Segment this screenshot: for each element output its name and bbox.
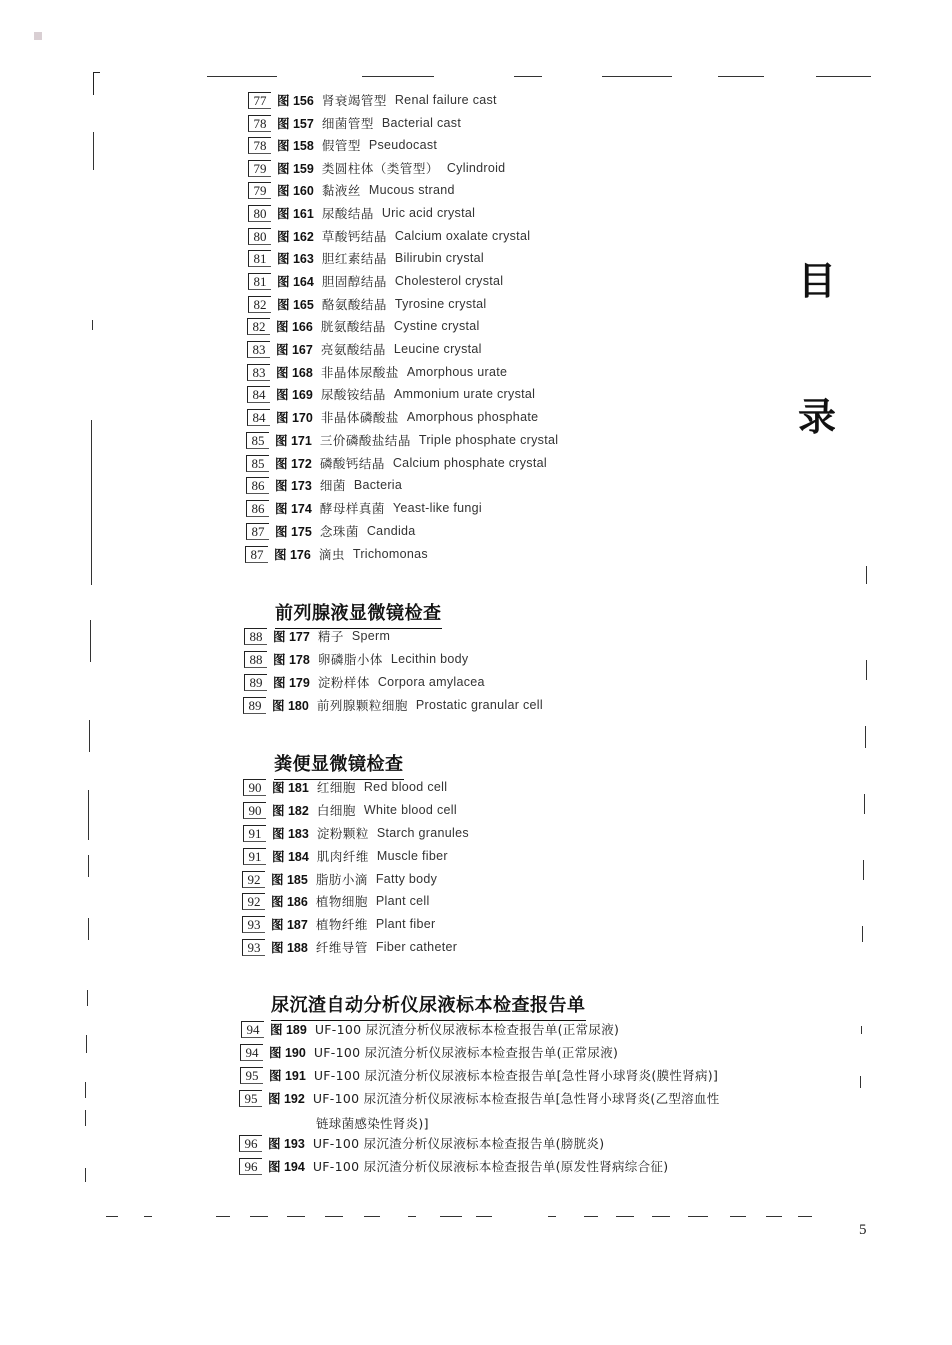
page-ref: 92 — [242, 871, 265, 888]
toc-entry[interactable] — [243, 777, 447, 797]
toc-entry[interactable] — [247, 339, 482, 359]
margin-line — [86, 1035, 87, 1053]
page-ref: 83 — [247, 341, 270, 358]
entry-description-continued: 链球菌感染性肾炎)] — [316, 1116, 429, 1131]
margin-line — [861, 1026, 862, 1034]
figure-number: 图 180 — [272, 699, 309, 713]
figure-number: 图 173 — [275, 479, 312, 493]
toc-entry[interactable] — [239, 1156, 668, 1176]
title-en: Uric acid crystal — [381, 206, 476, 220]
title-en: Corpora amylacea — [377, 675, 485, 689]
figure-number: 图 162 — [277, 230, 314, 244]
title-cn: 酪氨酸结晶 — [321, 297, 387, 312]
toc-entry[interactable] — [248, 203, 475, 223]
margin-line — [85, 1168, 86, 1182]
page-ref: 86 — [246, 500, 269, 517]
figure-number: 图 191 — [269, 1069, 306, 1083]
figure-number: 图 167 — [276, 343, 313, 357]
title-cn: 尿酸铵结晶 — [320, 387, 386, 402]
entry-description: UF-100 尿沉渣分析仪尿液标本检查报告单[急性肾小球肾炎(乙型溶血性 — [312, 1091, 720, 1106]
scan-mark — [34, 32, 42, 40]
toc-entry[interactable] — [246, 453, 547, 473]
figure-number: 图 158 — [277, 139, 314, 153]
margin-line — [860, 1076, 861, 1088]
side-title-char1: 目 — [798, 259, 837, 303]
margin-line — [88, 790, 89, 840]
title-en: Bilirubin crystal — [394, 251, 485, 265]
toc-entry[interactable] — [242, 937, 457, 957]
title-cn: 尿酸结晶 — [321, 206, 374, 221]
section-heading-stool: 粪便显微镜检查 — [274, 750, 404, 780]
title-en: Amorphous urate — [406, 365, 508, 379]
page-ref: 82 — [248, 296, 271, 313]
header-rule — [816, 76, 871, 77]
page-ref: 80 — [248, 205, 271, 222]
figure-number: 图 168 — [276, 366, 313, 380]
figure-number: 图 164 — [277, 275, 314, 289]
title-en: White blood cell — [363, 803, 457, 817]
figure-number: 图 166 — [276, 320, 313, 334]
page-ref: 93 — [242, 939, 265, 956]
title-cn: 植物纤维 — [315, 917, 368, 932]
figure-number: 图 181 — [272, 781, 309, 795]
toc-entry[interactable] — [246, 475, 402, 495]
title-en: Calcium phosphate crystal — [392, 456, 547, 470]
page-ref: 96 — [239, 1135, 262, 1152]
title-en: Starch granules — [376, 826, 469, 840]
figure-number: 图 193 — [268, 1137, 305, 1151]
title-cn: 念珠菌 — [319, 524, 359, 539]
page-ref: 91 — [243, 848, 266, 865]
page-ref: 82 — [247, 318, 270, 335]
title-cn: 假管型 — [321, 138, 361, 153]
toc-entry[interactable] — [243, 823, 469, 843]
title-en: Plant cell — [375, 894, 430, 908]
title-cn: 卵磷脂小体 — [317, 652, 383, 667]
toc-entry[interactable] — [246, 498, 482, 518]
section-heading-prostate: 前列腺液显微镜检查 — [275, 599, 442, 629]
margin-line — [865, 726, 866, 748]
title-en: Candida — [366, 524, 416, 538]
title-en: Amorphous phosphate — [406, 410, 539, 424]
page-ref: 95 — [239, 1090, 262, 1107]
toc-entry[interactable] — [243, 800, 457, 820]
footer-rule — [798, 1216, 812, 1217]
footer-rule — [730, 1216, 746, 1217]
page-ref: 77 — [248, 92, 271, 109]
footer-rule — [476, 1216, 492, 1217]
figure-number: 图 172 — [275, 457, 312, 471]
footer-rule — [440, 1216, 462, 1217]
title-cn: 肾衰竭管型 — [321, 93, 387, 108]
entry-description: UF-100 尿沉渣分析仪尿液标本检查报告单(正常尿液) — [314, 1022, 620, 1037]
page-ref: 79 — [248, 182, 271, 199]
title-en: Bacteria — [353, 478, 403, 492]
figure-number: 图 176 — [274, 548, 311, 562]
figure-number: 图 183 — [272, 827, 309, 841]
entry-description: UF-100 尿沉渣分析仪尿液标本检查报告单(原发性肾病综合征) — [312, 1159, 669, 1174]
toc-entry[interactable] — [248, 135, 437, 155]
page-ref: 80 — [248, 228, 271, 245]
figure-number: 图 192 — [268, 1092, 305, 1106]
footer-rule — [408, 1216, 416, 1217]
footer-rule — [364, 1216, 380, 1217]
title-cn: 亮氨酸结晶 — [320, 342, 386, 357]
figure-number: 图 171 — [275, 434, 312, 448]
title-cn: 黏液丝 — [321, 183, 361, 198]
margin-line — [863, 860, 864, 880]
figure-number: 图 177 — [273, 630, 310, 644]
title-en: Yeast-like fungi — [392, 501, 482, 515]
footer-rule — [250, 1216, 268, 1217]
header-rule — [718, 76, 764, 77]
title-cn: 磷酸钙结晶 — [319, 456, 385, 471]
page-ref: 93 — [242, 916, 265, 933]
toc-entry[interactable] — [242, 869, 437, 889]
title-en: Ammonium urate crystal — [393, 387, 536, 401]
toc-entry[interactable] — [248, 90, 497, 110]
side-title-char2: 录 — [798, 395, 837, 439]
title-en: Prostatic granular cell — [415, 698, 543, 712]
title-cn: 红细胞 — [316, 780, 356, 795]
title-en: Muscle fiber — [376, 849, 448, 863]
page-ref: 89 — [243, 697, 266, 714]
page-ref: 87 — [245, 546, 268, 563]
toc-entry[interactable] — [244, 672, 485, 692]
margin-line — [866, 566, 867, 584]
page-ref: 90 — [243, 802, 266, 819]
page-ref: 94 — [241, 1021, 264, 1038]
page-ref: 87 — [246, 523, 269, 540]
margin-line — [92, 320, 93, 330]
footer-rule — [144, 1216, 152, 1217]
figure-number: 图 175 — [275, 525, 312, 539]
page-ref: 89 — [244, 674, 267, 691]
title-cn: 非晶体磷酸盐 — [320, 410, 399, 425]
footer-rule — [548, 1216, 556, 1217]
toc-entry[interactable] — [240, 1042, 618, 1062]
toc-entry[interactable] — [248, 226, 530, 246]
figure-number: 图 182 — [272, 804, 309, 818]
entry-description: UF-100 尿沉渣分析仪尿液标本检查报告单[急性肾小球肾炎(膜性肾病)] — [313, 1068, 719, 1083]
margin-line — [93, 132, 94, 170]
margin-line — [88, 855, 89, 877]
header-rule — [602, 76, 672, 77]
title-cn: 纤维导管 — [315, 940, 368, 955]
figure-number: 图 156 — [277, 94, 314, 108]
footer-rule — [766, 1216, 782, 1217]
margin-line — [90, 620, 91, 662]
footer-rule — [325, 1216, 343, 1217]
figure-number: 图 169 — [276, 388, 313, 402]
margin-line — [91, 420, 92, 585]
figure-number: 图 174 — [275, 502, 312, 516]
figure-number: 图 163 — [277, 252, 314, 266]
margin-line — [864, 794, 865, 814]
header-rule — [514, 76, 542, 77]
title-cn: 前列腺颗粒细胞 — [316, 698, 408, 713]
figure-number: 图 165 — [277, 298, 314, 312]
title-en: Plant fiber — [375, 917, 436, 931]
figure-number: 图 187 — [271, 918, 308, 932]
page-number: 5 — [859, 1222, 867, 1238]
page-ref: 90 — [243, 779, 266, 796]
title-cn: 三价磷酸盐结晶 — [319, 433, 411, 448]
title-cn: 细菌 — [319, 478, 346, 493]
margin-line — [89, 720, 90, 752]
toc-entry[interactable] — [248, 248, 484, 268]
page-ref: 81 — [248, 273, 271, 290]
toc-entry[interactable] — [247, 316, 480, 336]
title-en: Cystine crystal — [393, 319, 480, 333]
figure-number: 图 160 — [277, 184, 314, 198]
toc-entry[interactable] — [244, 649, 468, 669]
page-ref: 91 — [243, 825, 266, 842]
figure-number: 图 159 — [277, 162, 314, 176]
page-ref: 84 — [247, 386, 270, 403]
title-cn: 精子 — [317, 629, 344, 644]
title-en: Fatty body — [375, 872, 438, 886]
figure-number: 图 190 — [269, 1046, 306, 1060]
toc-entry[interactable] — [248, 180, 455, 200]
footer-rule — [584, 1216, 598, 1217]
toc-entry[interactable] — [248, 294, 487, 314]
margin-line — [85, 1110, 86, 1126]
header-rule — [362, 76, 434, 77]
toc-entry[interactable] — [239, 1133, 604, 1153]
toc-entry[interactable] — [248, 113, 461, 133]
toc-entry[interactable] — [243, 695, 543, 715]
footer-rule — [106, 1216, 118, 1217]
toc-entry[interactable] — [247, 362, 507, 382]
title-en: Trichomonas — [352, 547, 428, 561]
title-cn: 胱氨酸结晶 — [320, 319, 386, 334]
footer-rule — [216, 1216, 230, 1217]
figure-number: 图 178 — [273, 653, 310, 667]
toc-entry[interactable] — [248, 158, 505, 178]
toc-entry[interactable] — [248, 271, 503, 291]
margin-line — [866, 660, 867, 680]
title-cn: 酵母样真菌 — [319, 501, 385, 516]
page-ref: 78 — [248, 137, 271, 154]
footer-rule — [287, 1216, 305, 1217]
figure-number: 图 186 — [271, 895, 308, 909]
footer-rule — [688, 1216, 708, 1217]
corner-bracket — [93, 72, 100, 95]
page-ref: 78 — [248, 115, 271, 132]
toc-entry[interactable] — [246, 521, 416, 541]
entry-description: UF-100 尿沉渣分析仪尿液标本检查报告单(膀胱炎) — [312, 1136, 605, 1151]
title-cn: 淀粉样体 — [317, 675, 370, 690]
footer-rule — [652, 1216, 670, 1217]
toc-entry[interactable] — [240, 1065, 718, 1085]
title-cn: 淀粉颗粒 — [316, 826, 369, 841]
toc-entry[interactable] — [241, 1019, 619, 1039]
toc-entry[interactable] — [242, 914, 435, 934]
page-ref: 84 — [247, 409, 270, 426]
toc-entry[interactable] — [247, 407, 538, 427]
page-ref: 95 — [240, 1067, 263, 1084]
figure-number: 图 194 — [268, 1160, 305, 1174]
title-cn: 非晶体尿酸盐 — [320, 365, 399, 380]
page-ref: 94 — [240, 1044, 263, 1061]
figure-number: 图 188 — [271, 941, 308, 955]
title-en: Red blood cell — [363, 780, 448, 794]
title-en: Cholesterol crystal — [394, 274, 504, 288]
title-cn: 草酸钙结晶 — [321, 229, 387, 244]
page-ref: 86 — [246, 477, 269, 494]
toc-entry[interactable] — [239, 1088, 720, 1108]
figure-number: 图 179 — [273, 676, 310, 690]
title-cn: 滴虫 — [318, 547, 345, 562]
title-en: Mucous strand — [368, 183, 455, 197]
toc-entry[interactable] — [246, 430, 558, 450]
title-cn: 植物细胞 — [315, 894, 368, 909]
title-cn: 胆红素结晶 — [321, 251, 387, 266]
title-en: Bacterial cast — [381, 116, 462, 130]
title-en: Sperm — [351, 629, 391, 643]
margin-line — [87, 990, 88, 1006]
toc-entry[interactable] — [242, 891, 430, 911]
figure-number: 图 189 — [270, 1023, 307, 1037]
title-en: Cylindroid — [446, 161, 506, 175]
page-ref: 92 — [242, 893, 265, 910]
title-en: Fiber catheter — [375, 940, 458, 954]
toc-entry[interactable] — [244, 626, 390, 646]
header-rule — [207, 76, 277, 77]
margin-line — [88, 918, 89, 940]
figure-number: 图 184 — [272, 850, 309, 864]
page-ref: 83 — [247, 364, 270, 381]
entry-description: UF-100 尿沉渣分析仪尿液标本检查报告单(正常尿液) — [313, 1045, 619, 1060]
margin-line — [85, 1082, 86, 1098]
figure-number: 图 185 — [271, 873, 308, 887]
page-ref: 88 — [244, 628, 267, 645]
section-heading-report: 尿沉渣自动分析仪尿液标本检查报告单 — [271, 991, 586, 1021]
toc-entry[interactable] — [243, 846, 448, 866]
title-cn: 胆固醇结晶 — [321, 274, 387, 289]
page-ref: 85 — [246, 455, 269, 472]
page-ref: 85 — [246, 432, 269, 449]
title-cn: 类圆柱体（类管型） — [321, 161, 439, 176]
title-en: Calcium oxalate crystal — [394, 229, 531, 243]
page-ref: 79 — [248, 160, 271, 177]
title-en: Pseudocast — [368, 138, 438, 152]
figure-number: 图 170 — [276, 411, 313, 425]
toc-entry[interactable] — [247, 384, 535, 404]
title-cn: 脂肪小滴 — [315, 872, 368, 887]
title-en: Renal failure cast — [394, 93, 497, 107]
title-en: Leucine crystal — [393, 342, 482, 356]
title-en: Lecithin body — [390, 652, 469, 666]
figure-number: 图 161 — [277, 207, 314, 221]
title-en: Tyrosine crystal — [394, 297, 487, 311]
title-cn: 细菌管型 — [321, 116, 374, 131]
figure-number: 图 157 — [277, 117, 314, 131]
title-en: Triple phosphate crystal — [418, 433, 559, 447]
page-ref: 96 — [239, 1158, 262, 1175]
footer-rule — [616, 1216, 634, 1217]
title-cn: 肌肉纤维 — [316, 849, 369, 864]
page-ref: 88 — [244, 651, 267, 668]
toc-entry[interactable] — [245, 544, 428, 564]
page-ref: 81 — [248, 250, 271, 267]
margin-line — [862, 926, 863, 942]
title-cn: 白细胞 — [316, 803, 356, 818]
